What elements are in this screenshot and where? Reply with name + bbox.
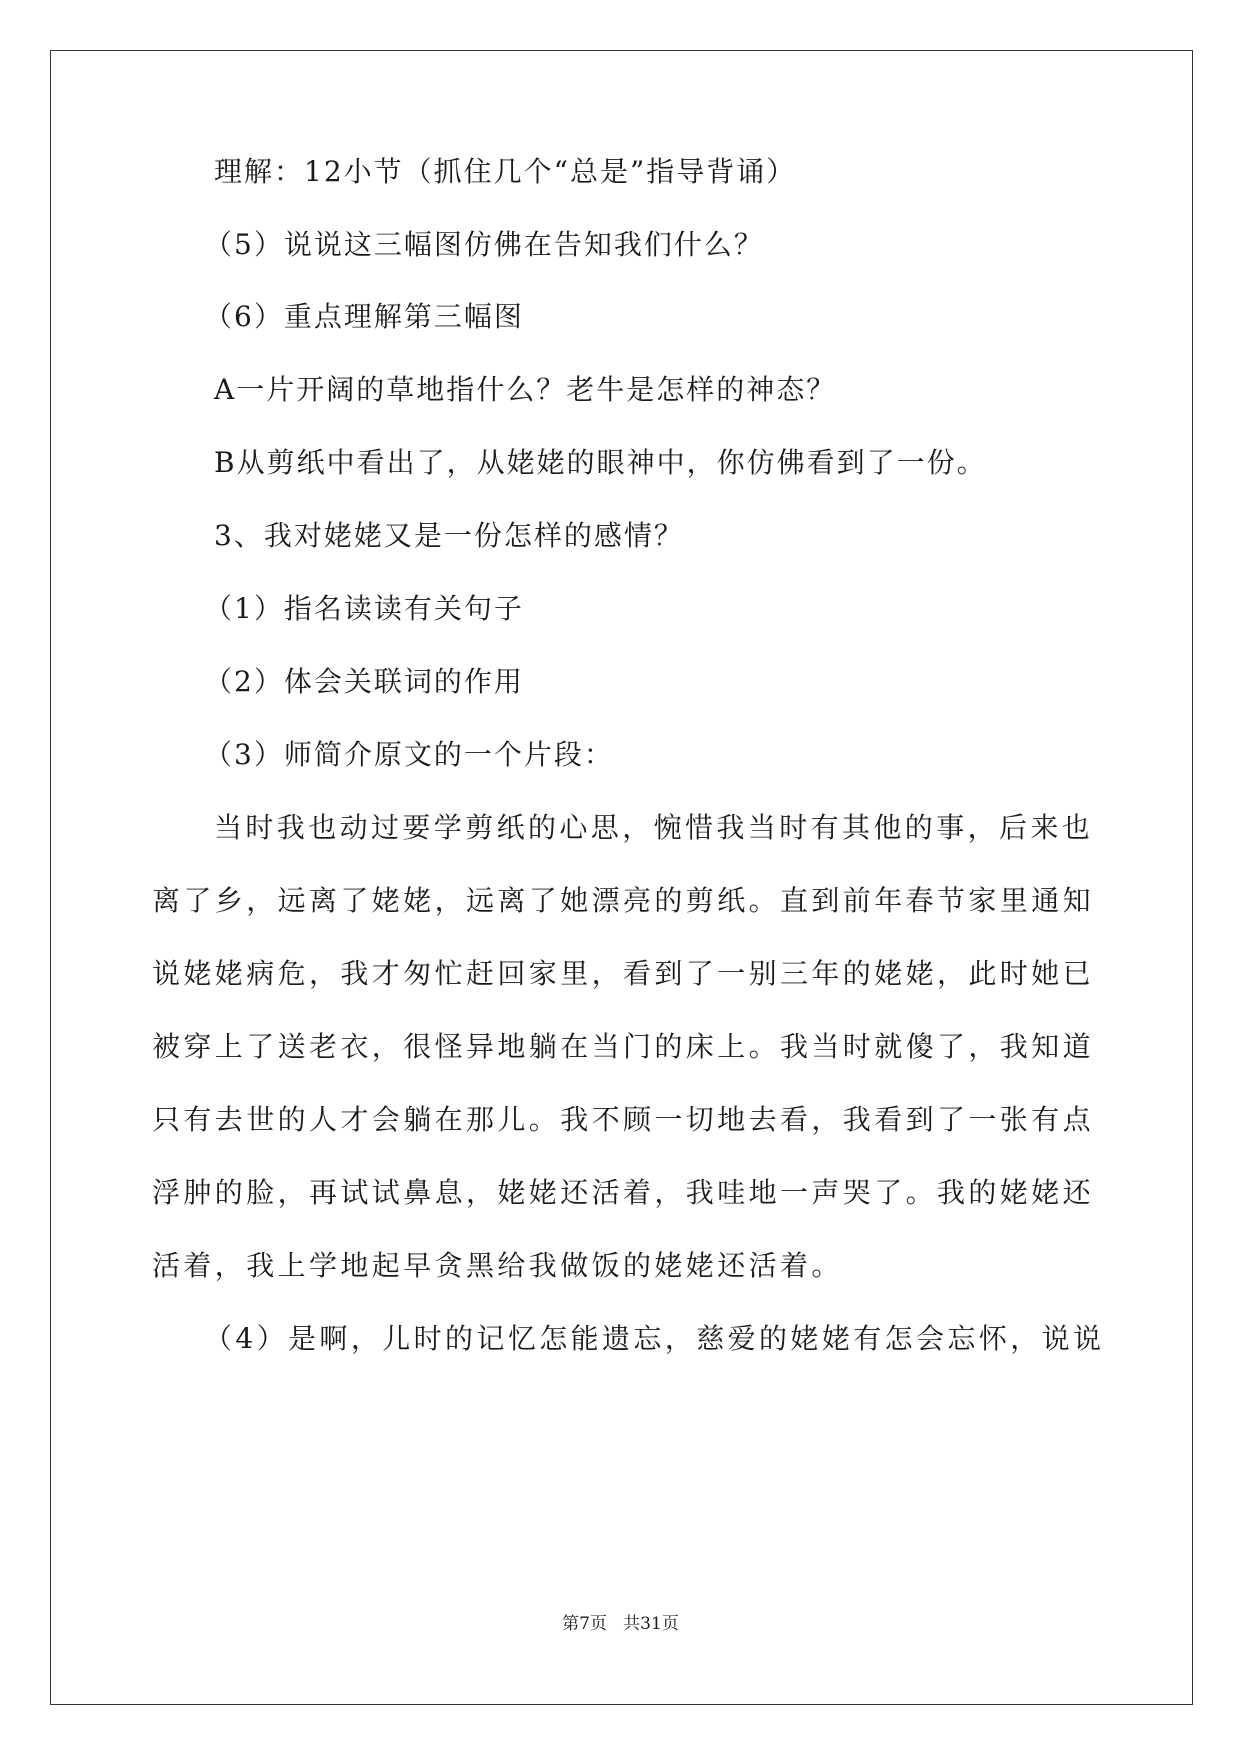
text-line-9: （3）师简介原文的一个片段： [204, 738, 614, 771]
paragraph-line-3: 说姥姥病危，我才匆忙赶回家里，看到了一别三年的姥姥，此时她已 [152, 957, 1095, 990]
text-line-6: 3、我对姥姥又是一份怎样的感情？ [214, 519, 684, 552]
text-line-4: A一片开阔的草地指什么？老牛是怎样的神态？ [214, 373, 837, 406]
text-line-8: （2）体会关联词的作用 [204, 665, 524, 698]
text-line-3: （6）重点理解第三幅图 [204, 300, 524, 333]
text-line-2: （5）说说这三幅图仿佛在告知我们什么？ [204, 228, 764, 261]
paragraph-line-6: 浮肿的脸，再试试鼻息，姥姥还活着，我哇地一声哭了。我的姥姥还 [152, 1176, 1095, 1209]
paragraph-line-5: 只有去世的人才会躺在那儿。我不顾一切地去看，我看到了一张有点 [152, 1103, 1095, 1136]
paragraph-line-7: 活着，我上学地起早贪黑给我做饭的姥姥还活着。 [152, 1249, 843, 1282]
paragraph-line-1: 当时我也动过要学剪纸的心思，惋惜我当时有其他的事，后来也 [214, 811, 1094, 844]
page-number-footer: 第7页 共31页 [562, 1614, 679, 1634]
paragraph-line-4: 被穿上了送老衣，很怪异地躺在当门的床上。我当时就傻了，我知道 [152, 1030, 1095, 1063]
text-line-7: （1）指名读读有关句子 [204, 592, 524, 625]
text-line-10: （4）是啊，儿时的记忆怎能遗忘，慈爱的姥姥有怎会忘怀，说说 [204, 1322, 1105, 1355]
text-line-5: B从剪纸中看出了，从姥姥的眼神中，你仿佛看到了一份。 [214, 446, 987, 479]
text-line-1: 理解：12小节（抓住几个“总是”指导背诵） [214, 155, 797, 188]
paragraph-line-2: 离了乡，远离了姥姥，远离了她漂亮的剪纸。直到前年春节家里通知 [152, 884, 1095, 917]
